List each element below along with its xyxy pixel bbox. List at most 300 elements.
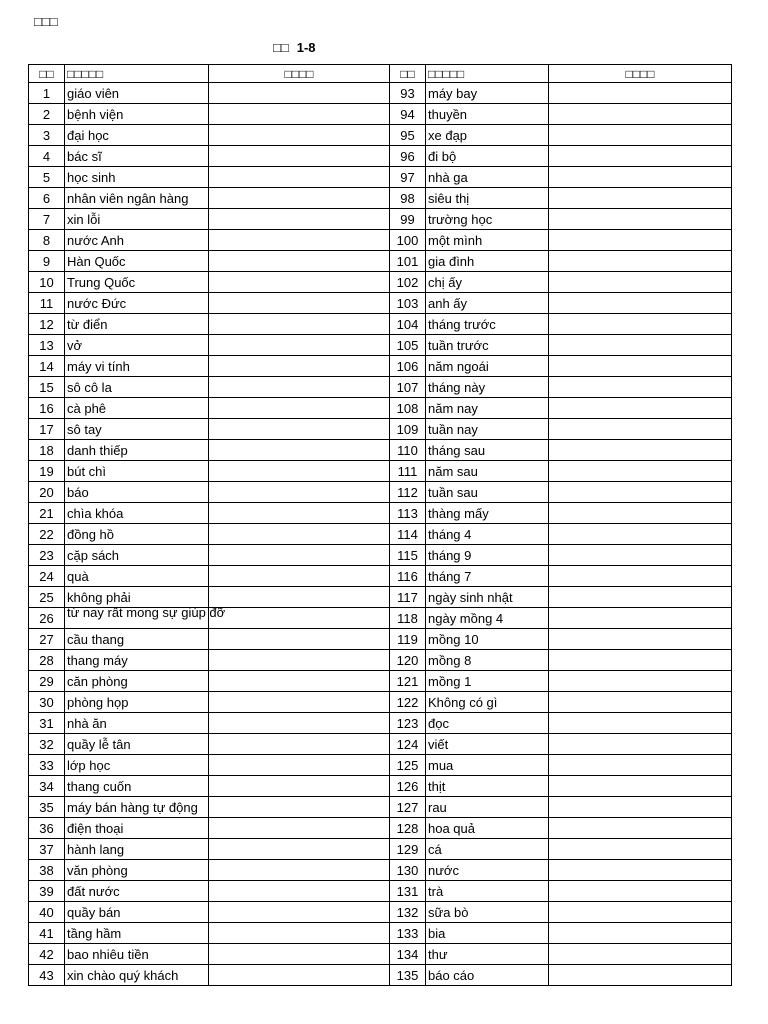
- left-word-cell: bác sĩ: [65, 146, 209, 167]
- left-word-cell: nước Đức: [65, 293, 209, 314]
- left-meaning-cell: [209, 902, 390, 923]
- right-meaning-cell: [549, 734, 732, 755]
- left-meaning-cell: [209, 167, 390, 188]
- left-meaning-cell: [209, 629, 390, 650]
- left-number-cell: 25: [29, 587, 65, 608]
- right-meaning-cell: [549, 902, 732, 923]
- right-word-cell: rau: [426, 797, 549, 818]
- left-meaning-cell: [209, 188, 390, 209]
- table-row: [29, 755, 732, 776]
- right-number-cell: 128: [390, 818, 426, 839]
- right-word-cell: tháng 4: [426, 524, 549, 545]
- left-number-cell: 34: [29, 776, 65, 797]
- table-row: [29, 167, 732, 188]
- right-number-cell: 121: [390, 671, 426, 692]
- left-meaning-cell: [209, 734, 390, 755]
- right-word-cell: năm sau: [426, 461, 549, 482]
- table-row: [29, 398, 732, 419]
- left-meaning-cell: [209, 377, 390, 398]
- right-meaning-cell: [549, 860, 732, 881]
- right-word-cell: tháng sau: [426, 440, 549, 461]
- left-number-cell: 9: [29, 251, 65, 272]
- left-word-cell: đại học: [65, 125, 209, 146]
- right-meaning-cell: [549, 146, 732, 167]
- right-number-cell: 110: [390, 440, 426, 461]
- right-meaning-cell: [549, 419, 732, 440]
- right-word-cell: tháng này: [426, 377, 549, 398]
- lesson-heading: [273, 40, 316, 55]
- right-meaning-cell: [549, 167, 732, 188]
- right-word-cell: bia: [426, 923, 549, 944]
- left-meaning-cell: [209, 125, 390, 146]
- right-word-cell: siêu thị: [426, 188, 549, 209]
- right-word-cell: xe đạp: [426, 125, 549, 146]
- right-meaning-cell: [549, 314, 732, 335]
- left-meaning-cell: [209, 860, 390, 881]
- table-row: [29, 188, 732, 209]
- right-meaning-cell: [549, 104, 732, 125]
- left-meaning-cell: [209, 608, 390, 629]
- right-number-cell: 94: [390, 104, 426, 125]
- right-number-cell: 99: [390, 209, 426, 230]
- left-number-cell: 7: [29, 209, 65, 230]
- right-meaning-cell: [549, 629, 732, 650]
- right-meaning-cell: [549, 272, 732, 293]
- left-word-cell: đồng hồ: [65, 524, 209, 545]
- right-number-cell: 127: [390, 797, 426, 818]
- right-meaning-cell: [549, 251, 732, 272]
- table-row: [29, 482, 732, 503]
- right-meaning-cell: [549, 503, 732, 524]
- right-meaning-cell: [549, 776, 732, 797]
- right-word-cell: tuần nay: [426, 419, 549, 440]
- left-word-cell: bao nhiêu tiền: [65, 944, 209, 965]
- right-number-cell: 104: [390, 314, 426, 335]
- left-meaning-cell: [209, 524, 390, 545]
- left-word-cell: cà phê: [65, 398, 209, 419]
- right-number-cell: 112: [390, 482, 426, 503]
- table-row: [29, 902, 732, 923]
- right-meaning-cell: [549, 482, 732, 503]
- right-number-cell: 109: [390, 419, 426, 440]
- left-word-cell: học sinh: [65, 167, 209, 188]
- left-meaning-cell: [209, 755, 390, 776]
- left-number-cell: 22: [29, 524, 65, 545]
- right-meaning-cell: [549, 881, 732, 902]
- right-number-cell: 114: [390, 524, 426, 545]
- left-word-cell: đất nước: [65, 881, 209, 902]
- table-row: [29, 503, 732, 524]
- left-number-cell: 40: [29, 902, 65, 923]
- table-row: [29, 419, 732, 440]
- left-word-cell: danh thiếp: [65, 440, 209, 461]
- right-number-cell: 95: [390, 125, 426, 146]
- left-word-cell: báo: [65, 482, 209, 503]
- right-word-cell: trà: [426, 881, 549, 902]
- right-number-cell: 101: [390, 251, 426, 272]
- table-row: [29, 524, 732, 545]
- left-number-cell: 43: [29, 965, 65, 986]
- header-meaning-right: □□□□: [549, 65, 732, 83]
- left-meaning-cell: [209, 671, 390, 692]
- document-top-label: □□□: [34, 14, 58, 29]
- left-word-cell: hành lang: [65, 839, 209, 860]
- left-word-cell: chìa khóa: [65, 503, 209, 524]
- left-number-cell: 1: [29, 83, 65, 104]
- right-word-cell: mồng 1: [426, 671, 549, 692]
- left-word-cell: vở: [65, 335, 209, 356]
- left-meaning-cell: [209, 881, 390, 902]
- left-meaning-cell: [209, 482, 390, 503]
- right-meaning-cell: [549, 797, 732, 818]
- left-number-cell: 5: [29, 167, 65, 188]
- left-meaning-cell: [209, 566, 390, 587]
- right-meaning-cell: [549, 209, 732, 230]
- right-number-cell: 106: [390, 356, 426, 377]
- right-number-cell: 133: [390, 923, 426, 944]
- lesson-range: 1-8: [296, 40, 316, 55]
- left-word-cell: Trung Quốc: [65, 272, 209, 293]
- right-meaning-cell: [549, 335, 732, 356]
- left-number-cell: 36: [29, 818, 65, 839]
- right-number-cell: 113: [390, 503, 426, 524]
- table-row: [29, 314, 732, 335]
- right-number-cell: 100: [390, 230, 426, 251]
- right-meaning-cell: [549, 545, 732, 566]
- left-number-cell: 30: [29, 692, 65, 713]
- right-word-cell: mua: [426, 755, 549, 776]
- right-meaning-cell: [549, 125, 732, 146]
- left-meaning-cell: [209, 818, 390, 839]
- right-word-cell: một mình: [426, 230, 549, 251]
- left-number-cell: 28: [29, 650, 65, 671]
- left-number-cell: 39: [29, 881, 65, 902]
- right-number-cell: 119: [390, 629, 426, 650]
- left-word-cell: không phải: [65, 587, 209, 608]
- right-number-cell: 115: [390, 545, 426, 566]
- right-word-cell: hoa quả: [426, 818, 549, 839]
- left-number-cell: 37: [29, 839, 65, 860]
- left-word-cell: xin lỗi: [65, 209, 209, 230]
- table-row: [29, 377, 732, 398]
- right-word-cell: viết: [426, 734, 549, 755]
- left-number-cell: 32: [29, 734, 65, 755]
- left-meaning-cell: [209, 293, 390, 314]
- left-word-cell: cặp sách: [65, 545, 209, 566]
- right-word-cell: mồng 8: [426, 650, 549, 671]
- left-number-cell: 16: [29, 398, 65, 419]
- right-word-cell: sữa bò: [426, 902, 549, 923]
- left-meaning-cell: [209, 104, 390, 125]
- left-meaning-cell: [209, 440, 390, 461]
- right-word-cell: thịt: [426, 776, 549, 797]
- left-number-cell: 8: [29, 230, 65, 251]
- header-meaning-left: □□□□: [209, 65, 390, 83]
- left-meaning-cell: [209, 587, 390, 608]
- left-word-cell: máy vi tính: [65, 356, 209, 377]
- right-meaning-cell: [549, 839, 732, 860]
- left-meaning-cell: [209, 251, 390, 272]
- right-number-cell: 122: [390, 692, 426, 713]
- right-number-cell: 131: [390, 881, 426, 902]
- right-number-cell: 116: [390, 566, 426, 587]
- left-number-cell: 4: [29, 146, 65, 167]
- left-word-cell: nhân viên ngân hàng: [65, 188, 209, 209]
- table-row: [29, 776, 732, 797]
- left-word-cell: máy bán hàng tự động: [65, 797, 209, 818]
- right-word-cell: tuần sau: [426, 482, 549, 503]
- left-number-cell: 11: [29, 293, 65, 314]
- right-number-cell: 108: [390, 398, 426, 419]
- right-word-cell: nước: [426, 860, 549, 881]
- left-meaning-cell: [209, 965, 390, 986]
- right-number-cell: 118: [390, 608, 426, 629]
- left-word-cell: quà: [65, 566, 209, 587]
- table-row: [29, 251, 732, 272]
- right-number-cell: 111: [390, 461, 426, 482]
- left-meaning-cell: [209, 797, 390, 818]
- table-row: [29, 692, 732, 713]
- right-number-cell: 96: [390, 146, 426, 167]
- right-meaning-cell: [549, 965, 732, 986]
- lesson-label: □□: [273, 40, 289, 55]
- left-meaning-cell: [209, 419, 390, 440]
- right-meaning-cell: [549, 188, 732, 209]
- left-meaning-cell: [209, 314, 390, 335]
- right-number-cell: 125: [390, 755, 426, 776]
- left-word-cell: bút chì: [65, 461, 209, 482]
- right-meaning-cell: [549, 440, 732, 461]
- left-word-cell: quầy lễ tân: [65, 734, 209, 755]
- left-meaning-cell: [209, 713, 390, 734]
- right-number-cell: 93: [390, 83, 426, 104]
- table-row: [29, 566, 732, 587]
- left-word-cell: tầng hầm: [65, 923, 209, 944]
- left-number-cell: 20: [29, 482, 65, 503]
- right-word-cell: năm ngoái: [426, 356, 549, 377]
- right-word-cell: tháng 7: [426, 566, 549, 587]
- left-meaning-cell: [209, 209, 390, 230]
- left-meaning-cell: [209, 398, 390, 419]
- left-word-cell: sô cô la: [65, 377, 209, 398]
- right-meaning-cell: [549, 293, 732, 314]
- left-meaning-cell: [209, 335, 390, 356]
- right-word-cell: ngày mồng 4: [426, 608, 549, 629]
- right-meaning-cell: [549, 230, 732, 251]
- left-meaning-cell: [209, 692, 390, 713]
- left-meaning-cell: [209, 230, 390, 251]
- table-row: [29, 440, 732, 461]
- left-number-cell: 6: [29, 188, 65, 209]
- header-word-right: □□□□□: [426, 65, 549, 83]
- right-meaning-cell: [549, 755, 732, 776]
- table-row: [29, 713, 732, 734]
- right-word-cell: năm nay: [426, 398, 549, 419]
- left-word-cell: văn phòng: [65, 860, 209, 881]
- right-meaning-cell: [549, 524, 732, 545]
- table-row: [29, 944, 732, 965]
- left-meaning-cell: [209, 83, 390, 104]
- left-number-cell: 42: [29, 944, 65, 965]
- table-row: [29, 818, 732, 839]
- right-word-cell: chị ấy: [426, 272, 549, 293]
- header-no-left: □□: [29, 65, 65, 83]
- right-meaning-cell: [549, 356, 732, 377]
- left-meaning-cell: [209, 776, 390, 797]
- table-row: [29, 650, 732, 671]
- table-row: [29, 356, 732, 377]
- right-word-cell: đọc: [426, 713, 549, 734]
- left-word-cell: nhà ăn: [65, 713, 209, 734]
- left-word-cell: bệnh viện: [65, 104, 209, 125]
- table-row: [29, 839, 732, 860]
- left-meaning-cell: [209, 461, 390, 482]
- left-number-cell: 41: [29, 923, 65, 944]
- left-number-cell: 10: [29, 272, 65, 293]
- right-number-cell: 117: [390, 587, 426, 608]
- table-header-row: [29, 65, 732, 83]
- left-number-cell: 26: [29, 608, 65, 629]
- right-meaning-cell: [549, 923, 732, 944]
- right-number-cell: 132: [390, 902, 426, 923]
- left-meaning-cell: [209, 923, 390, 944]
- right-meaning-cell: [549, 671, 732, 692]
- right-meaning-cell: [549, 818, 732, 839]
- left-number-cell: 31: [29, 713, 65, 734]
- right-word-cell: Không có gì: [426, 692, 549, 713]
- right-meaning-cell: [549, 587, 732, 608]
- right-meaning-cell: [549, 608, 732, 629]
- left-word-cell: nước Anh: [65, 230, 209, 251]
- right-number-cell: 107: [390, 377, 426, 398]
- left-number-cell: 23: [29, 545, 65, 566]
- right-meaning-cell: [549, 692, 732, 713]
- left-number-cell: 18: [29, 440, 65, 461]
- left-number-cell: 21: [29, 503, 65, 524]
- right-meaning-cell: [549, 398, 732, 419]
- left-number-cell: 33: [29, 755, 65, 776]
- right-word-cell: ngày sinh nhật: [426, 587, 549, 608]
- table-row: [29, 209, 732, 230]
- header-no-right: □□: [390, 65, 426, 83]
- right-number-cell: 98: [390, 188, 426, 209]
- table-row: [29, 923, 732, 944]
- left-word-cell: thang máy: [65, 650, 209, 671]
- right-number-cell: 134: [390, 944, 426, 965]
- left-word: từ nay rất mong sự giúp đỡ: [67, 604, 226, 620]
- left-number-cell: 17: [29, 419, 65, 440]
- left-number-cell: 19: [29, 461, 65, 482]
- table-row: [29, 230, 732, 251]
- right-word-cell: anh ấy: [426, 293, 549, 314]
- left-word-cell: cầu thang: [65, 629, 209, 650]
- right-number-cell: 102: [390, 272, 426, 293]
- left-word-cell: thang cuốn: [65, 776, 209, 797]
- left-word-cell: căn phòng: [65, 671, 209, 692]
- right-word-cell: đi bộ: [426, 146, 549, 167]
- left-number-cell: 24: [29, 566, 65, 587]
- right-meaning-cell: [549, 944, 732, 965]
- table-row: [29, 881, 732, 902]
- right-word-cell: thàng mấy: [426, 503, 549, 524]
- left-word-cell: xin chào quý khách: [65, 965, 209, 986]
- left-number-cell: 27: [29, 629, 65, 650]
- right-number-cell: 120: [390, 650, 426, 671]
- table-row: [29, 83, 732, 104]
- table-row: [29, 125, 732, 146]
- vocabulary-table: [28, 64, 732, 986]
- left-word-cell: giáo viên: [65, 83, 209, 104]
- right-number-cell: 105: [390, 335, 426, 356]
- table-row: [29, 860, 732, 881]
- left-number-cell: 2: [29, 104, 65, 125]
- table-row: [29, 272, 732, 293]
- table-row: [29, 335, 732, 356]
- left-word-cell: [65, 604, 226, 629]
- right-word-cell: thuyền: [426, 104, 549, 125]
- left-meaning-cell: [209, 503, 390, 524]
- left-meaning-cell: [209, 839, 390, 860]
- left-number-cell: 29: [29, 671, 65, 692]
- left-meaning-cell: [209, 146, 390, 167]
- right-word-cell: gia đình: [426, 251, 549, 272]
- table-row: [29, 671, 732, 692]
- right-word-cell: báo cáo: [426, 965, 549, 986]
- table-row: [29, 146, 732, 167]
- right-word-cell: trường học: [426, 209, 549, 230]
- right-word-cell: tuần trước: [426, 335, 549, 356]
- left-word-cell: điện thoại: [65, 818, 209, 839]
- left-meaning-cell: [209, 545, 390, 566]
- right-word-cell: tháng 9: [426, 545, 549, 566]
- left-meaning-cell: [209, 356, 390, 377]
- right-number-cell: 97: [390, 167, 426, 188]
- left-meaning-cell: [209, 650, 390, 671]
- left-number-cell: 35: [29, 797, 65, 818]
- right-meaning-cell: [549, 566, 732, 587]
- left-word-cell: lớp học: [65, 755, 209, 776]
- right-word-cell: mồng 10: [426, 629, 549, 650]
- right-number-cell: 126: [390, 776, 426, 797]
- table-row: [29, 608, 732, 629]
- table-row: [29, 734, 732, 755]
- right-number-cell: 130: [390, 860, 426, 881]
- table-row: [29, 104, 732, 125]
- right-word-cell: tháng trước: [426, 314, 549, 335]
- left-word-cell: phòng họp: [65, 692, 209, 713]
- left-number-cell: 3: [29, 125, 65, 146]
- right-word-cell: máy bay: [426, 83, 549, 104]
- left-number-cell: 14: [29, 356, 65, 377]
- header-word-left: □□□□□: [65, 65, 209, 83]
- table-row: [29, 797, 732, 818]
- right-number-cell: 135: [390, 965, 426, 986]
- right-number-cell: 129: [390, 839, 426, 860]
- table-body: [29, 83, 732, 986]
- left-word-cell: Hàn Quốc: [65, 251, 209, 272]
- right-number-cell: 123: [390, 713, 426, 734]
- left-meaning-cell: [209, 944, 390, 965]
- right-meaning-cell: [549, 83, 732, 104]
- table-row: [29, 965, 732, 986]
- right-word-cell: thư: [426, 944, 549, 965]
- right-word-cell: cá: [426, 839, 549, 860]
- right-number-cell: 103: [390, 293, 426, 314]
- left-number-cell: 15: [29, 377, 65, 398]
- left-number-cell: 38: [29, 860, 65, 881]
- right-word-cell: nhà ga: [426, 167, 549, 188]
- table-row: [29, 545, 732, 566]
